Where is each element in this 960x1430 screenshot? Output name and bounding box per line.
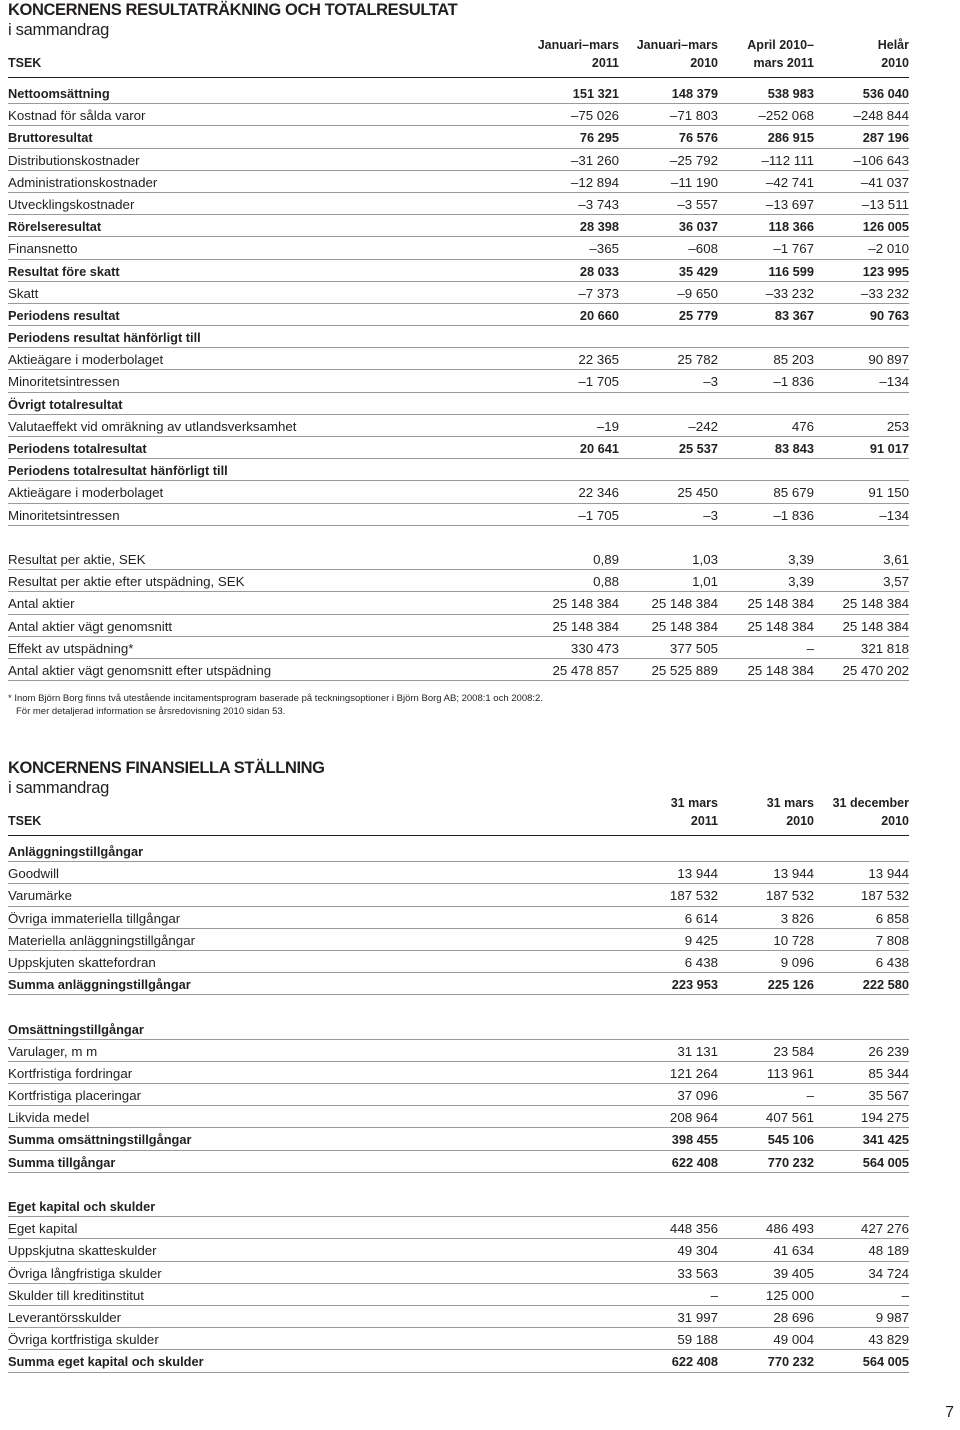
row-value: 20 641: [579, 441, 619, 456]
row-value: –106 643: [853, 152, 909, 168]
table-row: [8, 215, 909, 237]
row-label: Summa anläggningstillgångar: [8, 977, 191, 993]
group-heading-row: [8, 326, 909, 348]
footnote: [8, 692, 543, 718]
row-value: –1 767: [773, 241, 814, 257]
row-value: 125 000: [765, 1287, 814, 1303]
row-value: 398 455: [671, 1132, 718, 1148]
table-row: [8, 415, 909, 437]
row-value: –134: [879, 507, 909, 523]
group-heading-row: [8, 1018, 909, 1040]
row-value: 3 826: [780, 910, 814, 926]
table-row: [8, 504, 909, 526]
row-value: 536 040: [862, 86, 909, 101]
balance-table: [8, 840, 909, 1373]
row-value: 25 779: [678, 307, 718, 323]
table-row: [8, 973, 909, 995]
header-label: TSEK: [8, 56, 42, 70]
row-value: 377 505: [669, 640, 718, 656]
row-value: 476: [791, 418, 814, 434]
row-label: Summa omsättningstillgångar: [8, 1132, 192, 1148]
row-value: 20 660: [579, 307, 619, 323]
row-value: 25 782: [677, 352, 718, 368]
row-value: 564 005: [862, 1154, 909, 1170]
row-value: –7 373: [578, 285, 619, 301]
row-label: Övriga långfristiga skulder: [8, 1265, 162, 1281]
row-value: –11 190: [670, 174, 718, 190]
row-value: –248 844: [853, 108, 909, 124]
row-value: 90 763: [869, 307, 909, 323]
column-header-line: Januari–mars: [636, 38, 718, 52]
row-value: 37 096: [677, 1088, 718, 1104]
row-value: 13 944: [677, 866, 718, 882]
row-value: –25 792: [669, 152, 718, 168]
row-value: 126 005: [862, 219, 909, 235]
table-row: [8, 1062, 909, 1084]
row-label: Summa tillgångar: [8, 1154, 116, 1170]
row-value: 225 126: [767, 977, 814, 993]
row-label: Minoritetsintressen: [8, 507, 120, 523]
row-label: Kortfristiga fordringar: [8, 1065, 133, 1081]
row-label: Minoritetsintressen: [8, 374, 120, 390]
row-label: Rörelseresultat: [8, 219, 102, 235]
row-label: Antal aktier vägt genomsnitt efter utspädning: [8, 662, 272, 678]
spacer-row: [8, 995, 909, 1017]
row-label: Resultat per aktie efter utspädning, SEK: [8, 574, 245, 590]
row-value: 1,01: [692, 574, 718, 590]
row-value: 6 438: [684, 954, 718, 970]
column-header-line: 2011: [591, 56, 619, 70]
table-row: [8, 884, 909, 906]
row-label: Utvecklingskostnader: [8, 196, 135, 212]
row-value: 13 944: [868, 866, 909, 882]
row-value: 25 148 384: [552, 618, 619, 634]
row-value: 25 148 384: [747, 596, 814, 612]
table-row: [8, 104, 909, 126]
row-value: 538 983: [767, 86, 814, 101]
row-value: 286 915: [767, 130, 814, 146]
row-value: 22 346: [578, 485, 619, 501]
row-value: –1 705: [578, 374, 619, 390]
row-label: Periodens resultat hänförligt till: [8, 330, 201, 346]
row-value: 49 304: [677, 1243, 718, 1259]
row-value: 83 843: [774, 441, 814, 456]
row-label: Varulager, m m: [8, 1043, 98, 1059]
row-label: Antal aktier: [8, 596, 75, 612]
row-value: –252 068: [758, 108, 814, 124]
row-value: –13 697: [765, 196, 814, 212]
row-value: 287 196: [862, 130, 909, 146]
row-value: 330 473: [570, 640, 619, 656]
row-value: –1 836: [773, 507, 814, 523]
row-value: 25 148 384: [651, 618, 718, 634]
row-value: –9 650: [677, 285, 718, 301]
row-value: 25 148 384: [552, 596, 619, 612]
row-value: –31 260: [570, 152, 619, 168]
row-value: 25 148 384: [651, 596, 718, 612]
row-value: 43 829: [868, 1332, 909, 1348]
row-value: –3: [703, 374, 718, 390]
column-header-line: 31 mars: [670, 796, 718, 810]
row-label: Bruttoresultat: [8, 130, 93, 146]
table-row: [8, 481, 909, 503]
row-label: Övriga kortfristiga skulder: [8, 1332, 159, 1348]
row-value: 121 264: [669, 1065, 718, 1081]
row-value: –112 111: [761, 152, 814, 168]
column-header: [789, 36, 909, 72]
row-value: 59 188: [677, 1332, 718, 1348]
row-value: 123 995: [862, 263, 909, 279]
row-value: 13 944: [773, 866, 814, 882]
row-value: –13 511: [861, 196, 909, 212]
row-value: 187 532: [860, 888, 909, 904]
row-value: –3 557: [677, 196, 718, 212]
row-value: 3,39: [788, 574, 814, 590]
row-value: 253: [886, 418, 909, 434]
row-value: –365: [589, 241, 619, 257]
footnote-line: * Inom Björn Borg finns två utestående incitamentsprogram baserade på teckningsoptioner i Björn Borg AB; 2008:1 och 2008:2.: [8, 693, 543, 704]
column-header-line: 31 december: [832, 796, 909, 810]
row-value: –12 894: [570, 174, 619, 190]
row-value: 22 365: [578, 352, 619, 368]
table-row: [8, 1328, 909, 1350]
row-value: 31 997: [677, 1309, 718, 1325]
row-value: 25 525 889: [651, 662, 718, 678]
row-value: 39 405: [773, 1265, 814, 1281]
row-value: 34 724: [868, 1265, 909, 1281]
row-value: 28 398: [579, 219, 619, 235]
row-label: Valutaeffekt vid omräkning av utlandsverksamhet: [8, 418, 297, 434]
row-value: 427 276: [860, 1221, 909, 1237]
table-row: [8, 149, 909, 171]
table-row: [8, 592, 909, 614]
table-row: [8, 548, 909, 570]
row-value: 10 728: [773, 932, 814, 948]
column-header: [789, 794, 909, 830]
row-value: 148 379: [671, 86, 718, 101]
row-value: 35 567: [868, 1088, 909, 1104]
row-value: 194 275: [860, 1110, 909, 1126]
row-value: –: [710, 1287, 718, 1303]
table-row: [8, 193, 909, 215]
section-title: KONCERNENS RESULTATRÄKNING OCH TOTALRESULTAT: [8, 1, 458, 19]
row-value: 222 580: [862, 977, 909, 993]
group-heading-row: [8, 459, 909, 481]
row-label: Övriga immateriella tillgångar: [8, 910, 181, 926]
row-value: –: [806, 1088, 814, 1104]
row-value: 0,88: [593, 574, 619, 590]
header-label: TSEK: [8, 814, 42, 828]
row-label: Administrationskostnader: [8, 174, 158, 190]
row-label: Periodens resultat: [8, 307, 120, 323]
row-label: Periodens totalresultat hänförligt till: [8, 463, 228, 479]
row-value: 622 408: [671, 1354, 718, 1370]
row-value: 83 367: [774, 307, 814, 323]
row-value: 770 232: [767, 1154, 814, 1170]
row-value: 25 148 384: [747, 662, 814, 678]
table-row: [8, 929, 909, 951]
table-row: [8, 1084, 909, 1106]
row-value: –3: [703, 507, 718, 523]
row-value: 25 470 202: [842, 662, 909, 678]
column-header-line: 2010: [786, 814, 814, 828]
column-header-line: Januari–mars: [537, 38, 619, 52]
table-row: [8, 171, 909, 193]
row-value: 23 584: [773, 1043, 814, 1059]
row-value: –19: [596, 418, 619, 434]
table-row: [8, 1128, 909, 1150]
row-label: Resultat per aktie, SEK: [8, 551, 146, 567]
table-row: [8, 862, 909, 884]
row-value: 76 295: [579, 130, 619, 146]
row-label: Skulder till kreditinstitut: [8, 1287, 144, 1303]
column-header-line: 31 mars: [766, 796, 814, 810]
table-row: [8, 260, 909, 282]
row-value: 6 438: [875, 954, 909, 970]
row-label: Effekt av utspädning*: [8, 640, 134, 656]
row-label: Materiella anläggningstillgångar: [8, 932, 196, 948]
row-label: Eget kapital: [8, 1221, 78, 1237]
row-value: 28 033: [579, 263, 619, 279]
table-row: [8, 951, 909, 973]
row-value: 6 858: [875, 910, 909, 926]
table-header: [8, 36, 909, 74]
table-row: [8, 1151, 909, 1173]
table-row: [8, 1306, 909, 1328]
row-value: 1,03: [692, 551, 718, 567]
row-value: 76 576: [678, 130, 718, 146]
row-value: –: [901, 1287, 909, 1303]
row-value: 622 408: [671, 1154, 718, 1170]
table-row: [8, 82, 909, 104]
row-label: Kostnad för sålda varor: [8, 108, 146, 124]
row-value: 341 425: [862, 1132, 909, 1148]
row-label: Resultat före skatt: [8, 263, 120, 279]
page-number: 7: [945, 1404, 954, 1421]
row-value: 208 964: [669, 1110, 718, 1126]
column-header-line: 2010: [690, 56, 718, 70]
row-label: Finansnetto: [8, 241, 78, 257]
table-row: [8, 659, 909, 681]
row-value: 33 563: [677, 1265, 718, 1281]
row-value: –242: [688, 418, 718, 434]
column-header-line: mars 2011: [753, 56, 814, 70]
row-value: –3 743: [578, 196, 619, 212]
table-row: [8, 615, 909, 637]
row-label: Aktieägare i moderbolaget: [8, 485, 164, 501]
row-label: Skatt: [8, 285, 39, 301]
row-value: 151 321: [572, 86, 619, 101]
row-label: Eget kapital och skulder: [8, 1199, 156, 1214]
row-label: Anläggningstillgångar: [8, 844, 144, 859]
table-row: [8, 1106, 909, 1128]
row-value: 770 232: [767, 1354, 814, 1370]
row-value: 7 808: [875, 932, 909, 948]
row-value: 90 897: [868, 352, 909, 368]
row-value: 48 189: [868, 1243, 909, 1259]
table-row: [8, 304, 909, 326]
spacer-row: [8, 526, 909, 548]
table-row: [8, 126, 909, 148]
row-value: 3,61: [883, 551, 909, 567]
row-label: Aktieägare i moderbolaget: [8, 352, 164, 368]
row-label: Kortfristiga placeringar: [8, 1088, 142, 1104]
row-value: 9 096: [780, 954, 814, 970]
row-label: Goodwill: [8, 866, 59, 882]
table-row: [8, 282, 909, 304]
row-value: 9 987: [875, 1309, 909, 1325]
column-header-line: 2010: [881, 56, 909, 70]
table-header: [8, 794, 909, 832]
group-heading-row: [8, 1195, 909, 1217]
income-statement-section: [8, 0, 909, 717]
row-value: 187 532: [765, 888, 814, 904]
row-value: 85 344: [868, 1065, 909, 1081]
row-value: 118 366: [768, 219, 814, 235]
table-row: [8, 1217, 909, 1239]
table-row: [8, 570, 909, 592]
row-value: 187 532: [669, 888, 718, 904]
row-value: –1 836: [773, 374, 814, 390]
row-value: 321 818: [860, 640, 909, 656]
balance-sheet-section: [8, 758, 909, 1370]
row-value: 545 106: [767, 1132, 814, 1148]
row-value: –33 232: [860, 285, 909, 301]
row-value: –134: [879, 374, 909, 390]
table-row: [8, 370, 909, 392]
row-value: 25 148 384: [842, 596, 909, 612]
row-label: Antal aktier vägt genomsnitt: [8, 618, 173, 634]
row-value: –: [806, 640, 814, 656]
row-value: –42 741: [765, 174, 814, 190]
row-value: 113 961: [766, 1065, 814, 1081]
row-value: 91 017: [869, 441, 909, 456]
group-heading-row: [8, 840, 909, 862]
row-value: 486 493: [765, 1221, 814, 1237]
section-subtitle: i sammandrag: [8, 779, 109, 797]
row-label: Periodens totalresultat: [8, 441, 147, 456]
row-value: 116 599: [768, 263, 814, 279]
table-row: [8, 637, 909, 659]
row-value: 25 478 857: [552, 662, 619, 678]
row-label: Leverantörsskulder: [8, 1309, 122, 1325]
row-label: Varumärke: [8, 888, 73, 904]
income-table: [8, 82, 909, 681]
row-value: –75 026: [570, 108, 619, 124]
row-label: Nettoomsättning: [8, 86, 110, 101]
row-value: 223 953: [671, 977, 718, 993]
row-value: 91 150: [868, 485, 909, 501]
row-value: 85 679: [773, 485, 814, 501]
group-heading-row: [8, 393, 909, 415]
row-value: 31 131: [677, 1043, 718, 1059]
row-value: 41 634: [773, 1243, 814, 1259]
column-header-line: 2011: [690, 814, 718, 828]
table-row: [8, 1040, 909, 1062]
row-value: 9 425: [684, 932, 718, 948]
row-label: Omsättningstillgångar: [8, 1021, 144, 1037]
header-rule: [8, 77, 909, 78]
row-value: 3,57: [883, 574, 909, 590]
row-value: 25 148 384: [842, 618, 909, 634]
row-value: 25 537: [678, 441, 718, 456]
row-value: 28 696: [773, 1309, 814, 1325]
row-value: –33 232: [765, 285, 814, 301]
row-value: 49 004: [773, 1332, 814, 1348]
section-subtitle: i sammandrag: [8, 21, 109, 39]
spacer-row: [8, 1173, 909, 1195]
section-title: KONCERNENS FINANSIELLA STÄLLNING: [8, 759, 325, 777]
row-value: –41 037: [860, 174, 909, 190]
row-value: –71 803: [669, 108, 718, 124]
table-row: [8, 437, 909, 459]
row-value: 26 239: [868, 1043, 909, 1059]
row-value: 25 450: [677, 485, 718, 501]
footnote-line: För mer detaljerad information se årsredovisning 2010 sidan 53.: [16, 706, 286, 717]
row-value: 36 037: [678, 219, 718, 235]
row-value: 25 148 384: [747, 618, 814, 634]
table-row: [8, 237, 909, 259]
row-label: Uppskjutna skatteskulder: [8, 1243, 157, 1259]
header-rule: [8, 835, 909, 836]
row-value: 6 614: [684, 910, 718, 926]
table-row: [8, 1262, 909, 1284]
table-row: [8, 1284, 909, 1306]
row-value: 448 356: [669, 1221, 718, 1237]
table-row: [8, 348, 909, 370]
row-value: 85 203: [773, 352, 814, 368]
table-row: [8, 907, 909, 929]
row-value: –608: [688, 241, 718, 257]
column-header-line: April 2010–: [747, 38, 814, 52]
row-label: Distributionskostnader: [8, 152, 140, 168]
row-value: 407 561: [765, 1110, 814, 1126]
row-value: –2 010: [868, 241, 909, 257]
table-row: [8, 1239, 909, 1261]
row-value: 3,39: [788, 551, 814, 567]
row-value: –1 705: [578, 507, 619, 523]
row-label: Likvida medel: [8, 1110, 90, 1126]
row-value: 35 429: [678, 263, 718, 279]
row-label: Övrigt totalresultat: [8, 396, 123, 412]
row-label: Uppskjuten skattefordran: [8, 954, 156, 970]
column-header-line: Helår: [877, 38, 909, 52]
row-label: Summa eget kapital och skulder: [8, 1354, 204, 1370]
column-header-line: 2010: [881, 814, 909, 828]
row-value: 564 005: [862, 1354, 909, 1370]
table-row: [8, 1350, 909, 1372]
row-value: 0,89: [593, 551, 619, 567]
